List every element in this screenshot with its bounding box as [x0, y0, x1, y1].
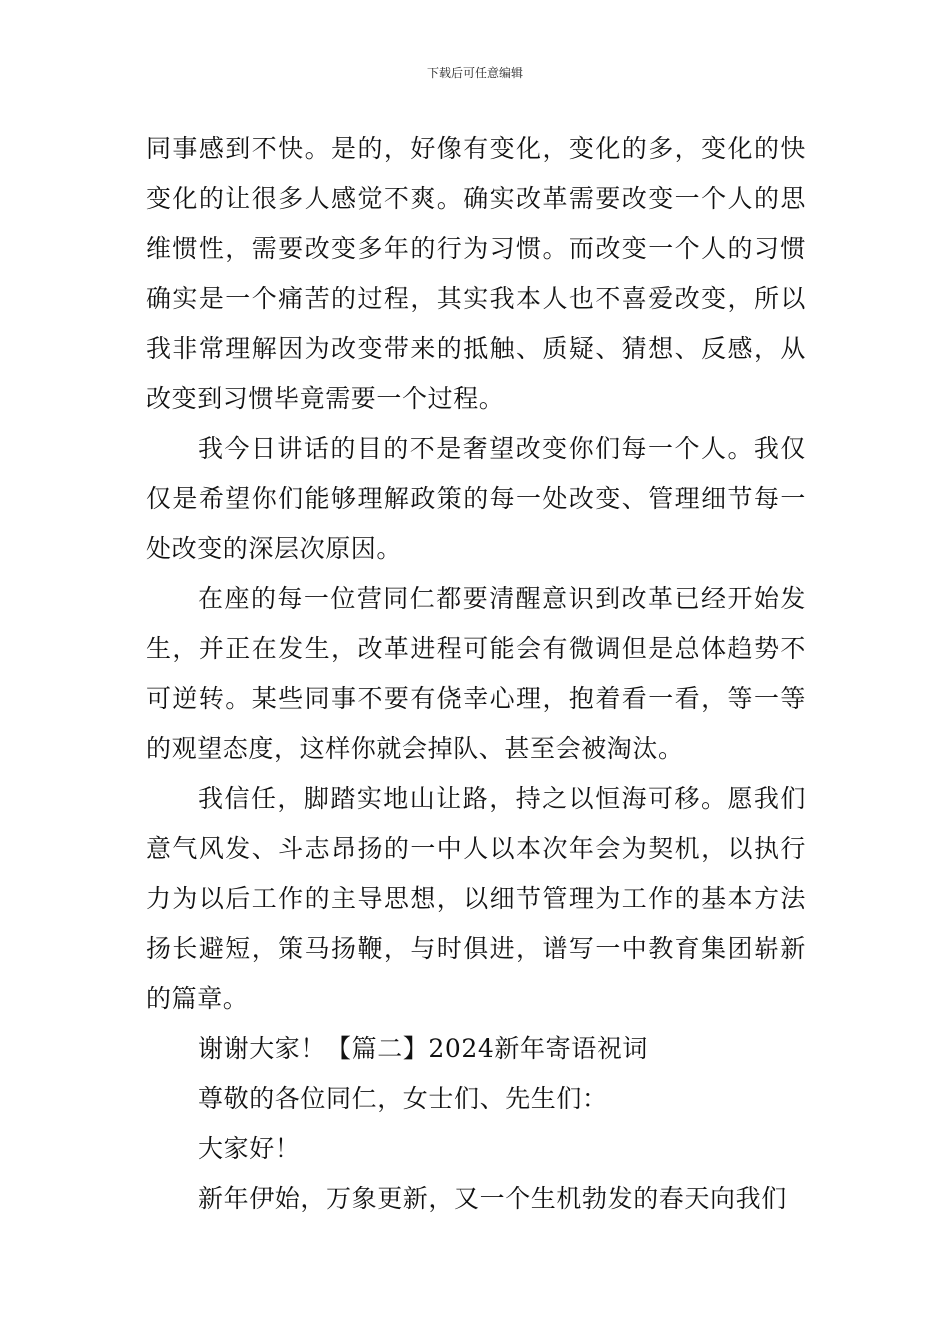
- paragraph-5: 谢谢大家！【篇二】2024新年寄语祝词: [198, 1034, 649, 1063]
- paragraph-1: 同事感到不快。是的，好像有变化，变化的多，变化的快变化的让很多人感觉不爽。确实改革需要改变一个人的思维惯性，需要改变多年的行为习惯。而改变一个人的习惯确实是一个痛苦的过程，其实我本人也不喜爱改变，所以我非常理解因为改变带来的抵触、质疑、猜想、反感，从改变到习惯毕竟需要一个过程。: [146, 134, 806, 413]
- document-body: [146, 124, 806, 1224]
- page-header-note: 下载后可任意编辑: [426, 66, 523, 80]
- paragraph-3: 在座的每一位营同仁都要清醒意识到改革已经开始发生，并正在发生，改革进程可能会有微调但是总体趋势不可逆转。某些同事不要有侥幸心理，抱着看一看，等一等的观望态度，这样你就会掉队、甚至会被淘汰。: [146, 584, 806, 763]
- paragraph-4: 我信任，脚踏实地山让路，持之以恒海可移。愿我们意气风发、斗志昂扬的一中人以本次年会为契机，以执行力为以后工作的主导思想，以细节管理为工作的基本方法扬长避短，策马扬鞭，与时俱进，谱写一中教育集团崭新的篇章。: [146, 784, 806, 1013]
- paragraph-2: 我今日讲话的目的不是奢望改变你们每一个人。我仅仅是希望你们能够理解政策的每一处改变、管理细节每一处改变的深层次原因。: [146, 434, 806, 563]
- paragraph-8: 新年伊始，万象更新，又一个生机勃发的春天向我们: [198, 1184, 787, 1213]
- paragraph-6: 尊敬的各位同仁，女士们、先生们：: [198, 1084, 608, 1113]
- paragraph-7: 大家好！: [198, 1134, 301, 1163]
